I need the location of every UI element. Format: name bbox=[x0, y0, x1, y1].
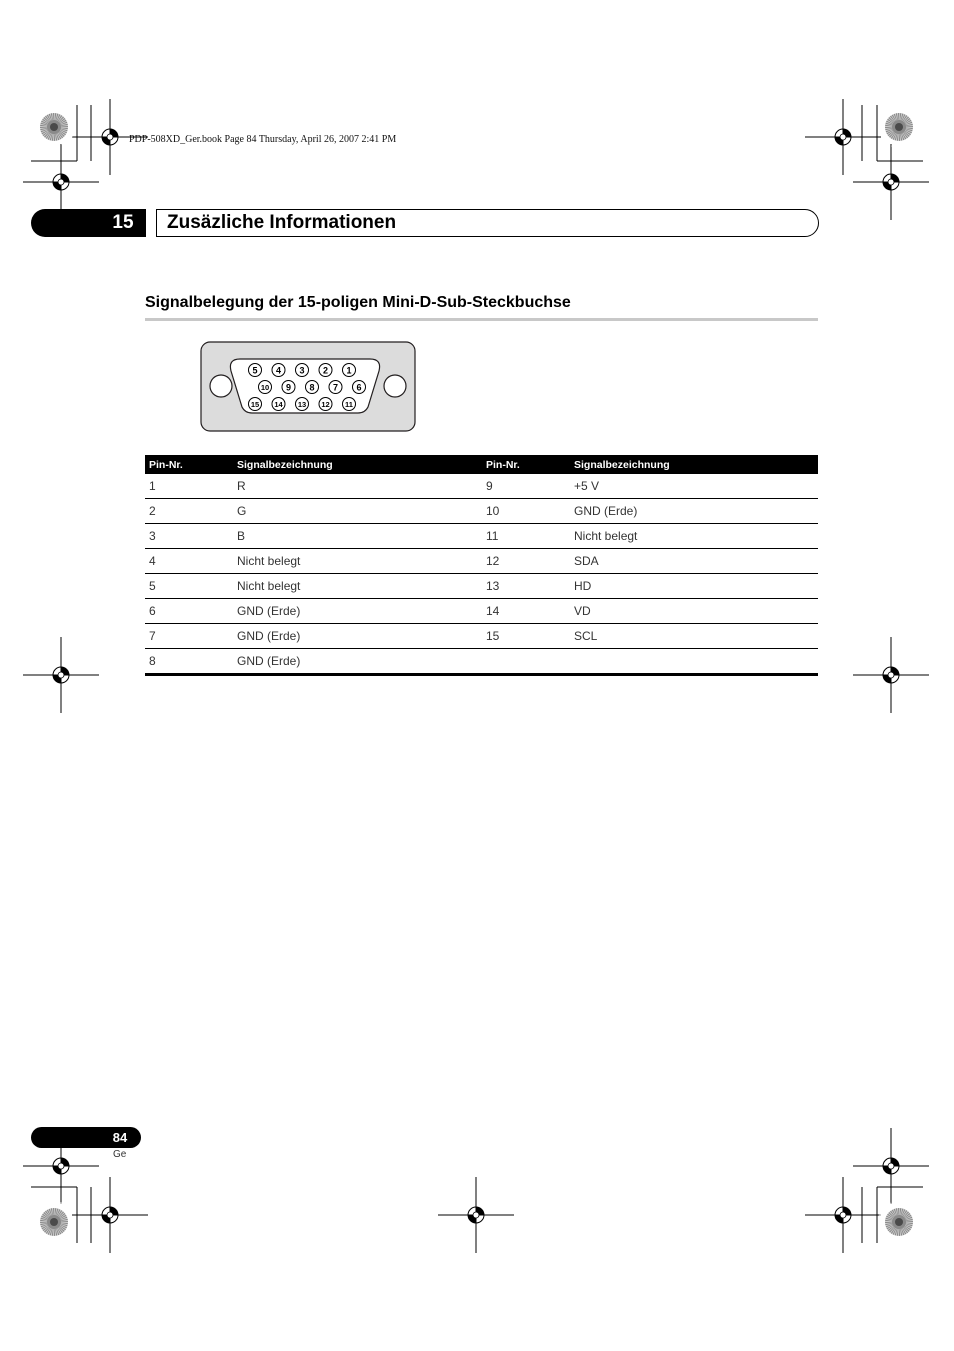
pin-number: 12 bbox=[482, 549, 570, 574]
pin-label: 6 bbox=[356, 382, 362, 393]
language-code: Ge bbox=[113, 1149, 127, 1160]
pin-number: 13 bbox=[482, 574, 570, 599]
section-heading: Signalbelegung der 15-poligen Mini-D-Sub-Steckbuchse bbox=[145, 294, 571, 311]
signal-name: SDA bbox=[570, 549, 818, 574]
pin-label: 15 bbox=[250, 400, 260, 409]
pin-number: 3 bbox=[145, 524, 233, 549]
signal-name: VD bbox=[570, 599, 818, 624]
pin-number: 8 bbox=[145, 649, 233, 675]
signal-name: GND (Erde) bbox=[570, 499, 818, 524]
pin-label: 11 bbox=[345, 400, 353, 409]
page-number: 84 bbox=[112, 1130, 128, 1145]
signal-name: GND (Erde) bbox=[233, 624, 482, 649]
pin-label: 12 bbox=[321, 400, 330, 409]
chapter-number: 15 bbox=[112, 212, 134, 233]
pin-label: 4 bbox=[275, 365, 282, 376]
pin-label: 5 bbox=[252, 365, 258, 376]
signal-name: Nicht belegt bbox=[233, 574, 482, 599]
chapter-title: Zusäzliche Informationen bbox=[167, 212, 397, 233]
signal-name: G bbox=[233, 499, 482, 524]
pin-number: 9 bbox=[482, 474, 570, 499]
signal-name: GND (Erde) bbox=[233, 599, 482, 624]
pin-label: 14 bbox=[274, 400, 283, 409]
signal-name: Nicht belegt bbox=[233, 549, 482, 574]
header-signal-name: Signalbezeichnung bbox=[233, 455, 482, 474]
pin-number: 10 bbox=[482, 499, 570, 524]
pin-label: 3 bbox=[299, 365, 305, 376]
signal-name: Nicht belegt bbox=[570, 524, 818, 549]
header-pin-nr: Pin-Nr. bbox=[482, 455, 570, 474]
signal-name: R bbox=[233, 474, 482, 499]
signal-name: SCL bbox=[570, 624, 818, 649]
pin-label: 10 bbox=[260, 383, 270, 392]
signal-name: B bbox=[233, 524, 482, 549]
signal-name: GND (Erde) bbox=[233, 649, 482, 675]
header-pin-nr: Pin-Nr. bbox=[145, 455, 233, 474]
pin-number: 11 bbox=[482, 524, 570, 549]
pin-label: 13 bbox=[297, 400, 307, 409]
pin-number: 7 bbox=[145, 624, 233, 649]
print-header: PDP-508XD_Ger.book Page 84 Thursday, April 26, 2007 2:41 PM bbox=[129, 134, 397, 145]
pin-label: 1 bbox=[346, 365, 352, 376]
pin-label: 2 bbox=[322, 365, 329, 376]
pin-number: 1 bbox=[145, 474, 233, 499]
pin-number: 6 bbox=[145, 599, 233, 624]
pin-number: 15 bbox=[482, 624, 570, 649]
pin-number: 14 bbox=[482, 599, 570, 624]
signal-name: +5 V bbox=[570, 474, 818, 499]
header-signal-name: Signalbezeichnung bbox=[570, 455, 818, 474]
pin-label: 8 bbox=[309, 382, 315, 393]
pin-number: 4 bbox=[145, 549, 233, 574]
pin-label: 9 bbox=[285, 382, 292, 393]
pin-label: 7 bbox=[332, 382, 339, 393]
signal-name: HD bbox=[570, 574, 818, 599]
pin-number: 5 bbox=[145, 574, 233, 599]
pin-number: 2 bbox=[145, 499, 233, 524]
